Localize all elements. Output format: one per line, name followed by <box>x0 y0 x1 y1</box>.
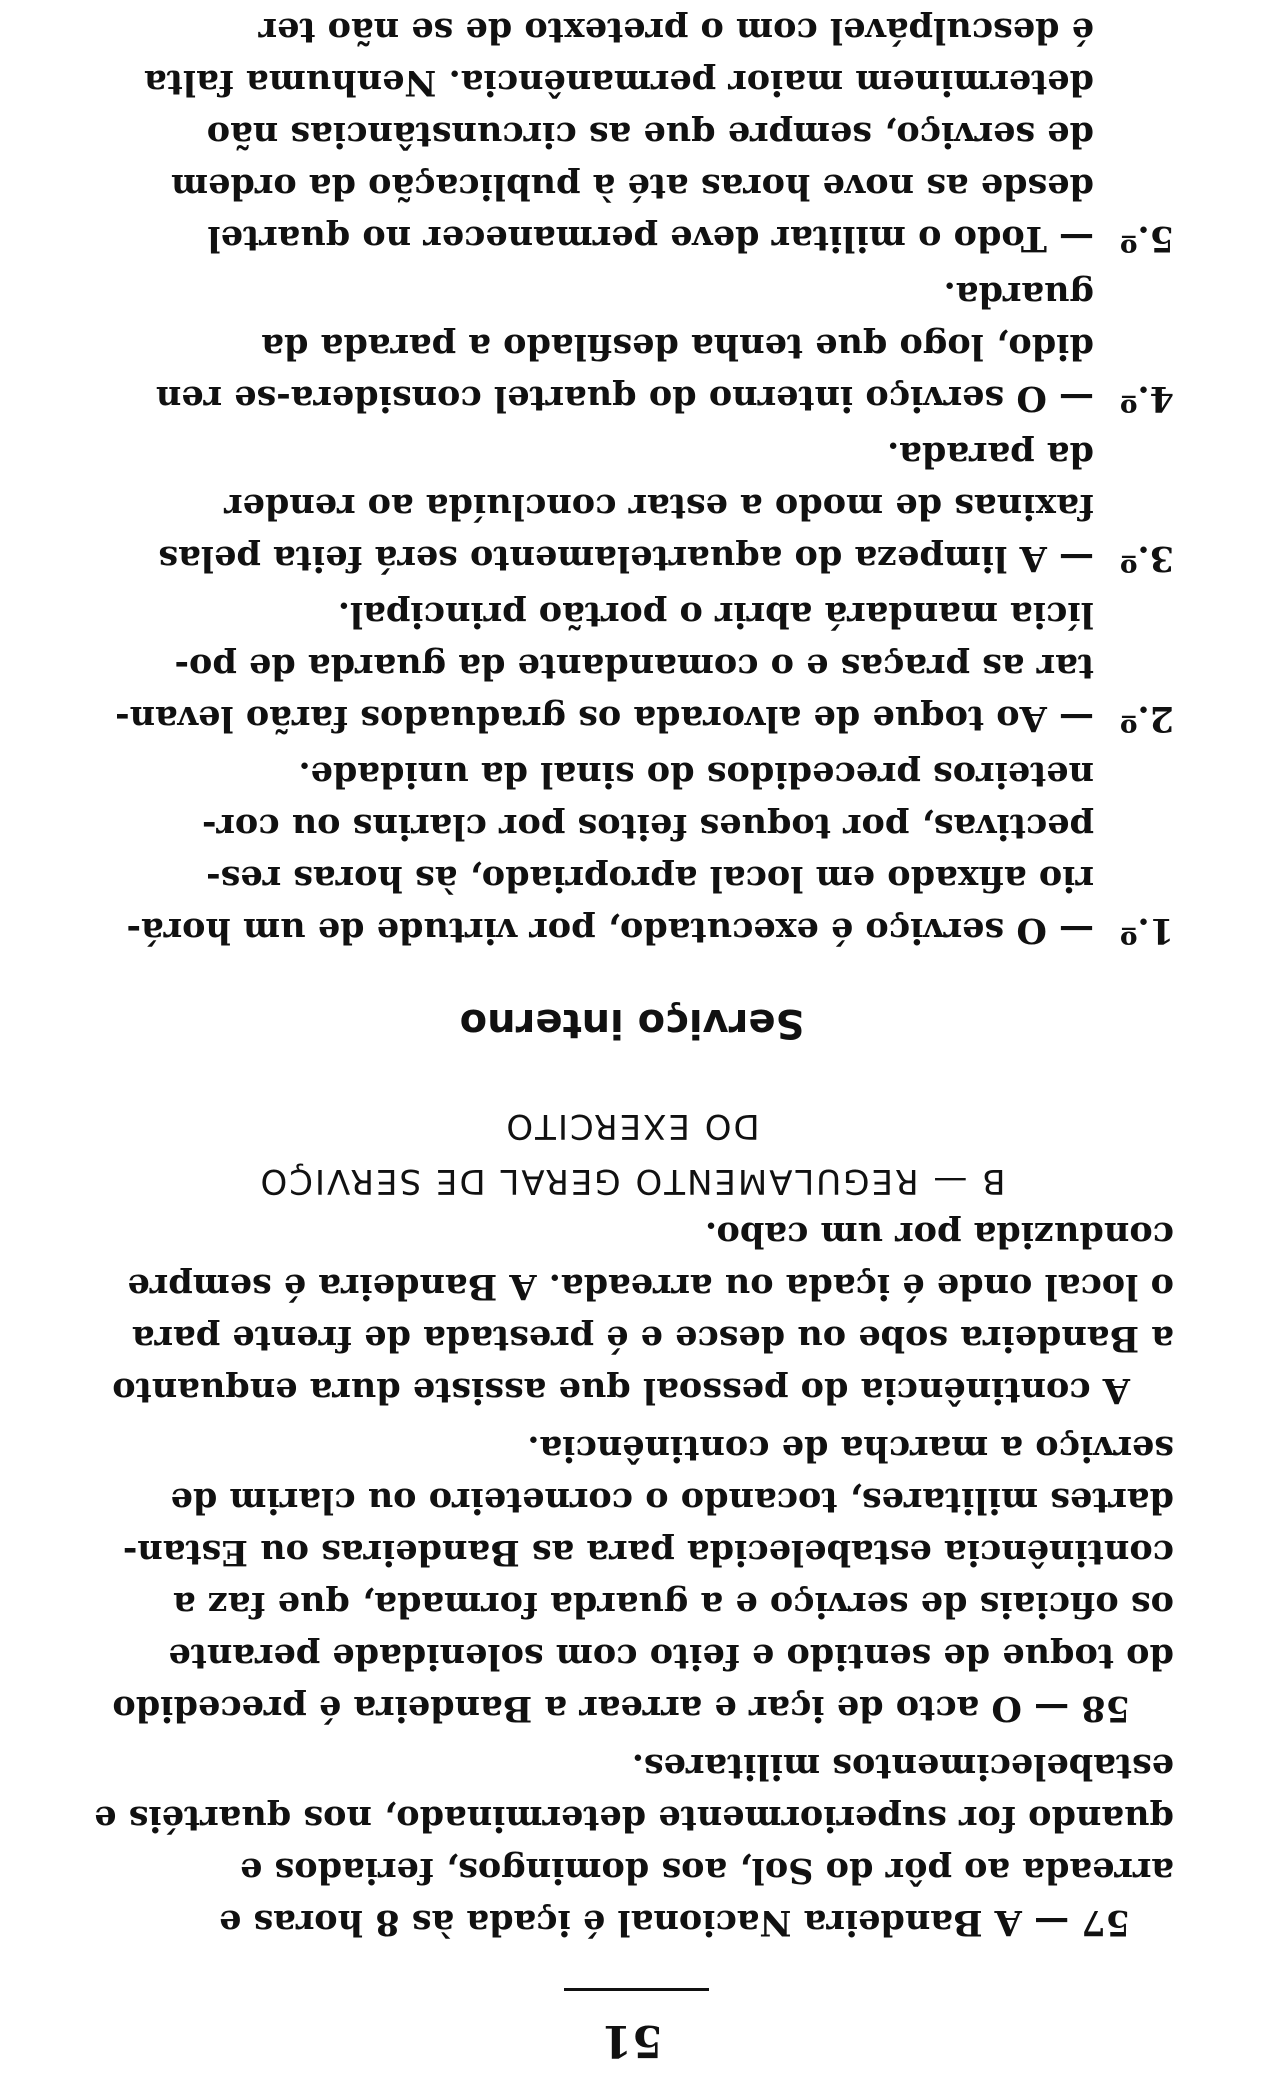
item-number: 1.º <box>1119 910 1174 951</box>
text-line: pectivas, por toques feitos por clarins ou cor- <box>201 806 1094 847</box>
text-line: desde as nove horas até à publicação da ordem <box>171 166 1094 207</box>
text-line: continência estabelecida para as Bandeiras ou Estan- <box>122 1532 1174 1573</box>
text-line: conduzida por um cabo. <box>704 1214 1174 1255</box>
item-number: 2.º <box>1119 698 1174 739</box>
text-line: estabelecimentos militares. <box>631 1746 1174 1787</box>
text-line <box>74 0 1174 4</box>
item-number: 5.º <box>1119 218 1174 259</box>
page-number: 51 <box>601 2015 663 2066</box>
text-line: neteiros precedidos do sinal da unidade. <box>298 754 1094 795</box>
section-title: B — REGULAMENTO GERAL DE SERVIÇO <box>258 1161 1006 1201</box>
text-line: 57 — A Bandeira Nacional é içada às 8 horas e <box>219 1902 1130 1943</box>
text-line: tar as praças e o comandante da guarda de po- <box>174 646 1094 687</box>
section-subtitle: DO EXERCITO <box>504 1106 760 1146</box>
text-line: a Bandeira sobe ou desce e é prestada de frente para <box>131 1318 1174 1359</box>
item-text: — A limpeza do aquartelamento será feita pelas <box>158 538 1094 579</box>
paragraph-continencia <box>74 1208 1174 1416</box>
text-line: 58 — O acto de içar e arrear a Bandeira é precedido <box>112 1688 1130 1729</box>
text-line: do toque de sentido e feito com solenidade perante <box>168 1636 1174 1677</box>
text-line: A continência do pessoal que assiste dura enquanto <box>112 1370 1130 1411</box>
text-line <box>74 372 1174 424</box>
text-line: o local onde é içada ou arreada. A Bandeira é sempre <box>127 1266 1174 1307</box>
item-3 <box>74 428 1174 584</box>
item-number: 3.º <box>1119 538 1174 579</box>
text-line: lícia mandará abrir o portão principal. <box>337 594 1094 635</box>
text-line <box>74 692 1174 744</box>
text-line: faxinas de modo a estar concluída ao render <box>224 486 1094 527</box>
page-number-rule <box>564 1988 709 1991</box>
item-5 <box>74 0 1174 264</box>
text-line: serviço a marcha de continência. <box>527 1428 1174 1469</box>
text-line: rio afixado em local apropriado, às horas res- <box>206 858 1094 899</box>
text-line: arreada ao pôr do Sol, aos domingos, feriados e <box>240 1850 1174 1891</box>
text-line: da parada. <box>887 434 1094 475</box>
item-4 <box>74 268 1174 424</box>
item-text: — Ao toque de alvorada os graduados farão levan- <box>115 698 1094 739</box>
text-line: quando for superiormente determinado, nos quartéis e <box>94 1798 1174 1839</box>
text-line: dido, logo que tenha desfilado a parada da <box>261 326 1094 367</box>
section-heading: Serviço interno <box>459 1000 805 1046</box>
item-2 <box>74 588 1174 744</box>
item-number: 4.º <box>1119 378 1174 419</box>
text-line: de serviço, sempre que as circunstâncias não <box>206 114 1094 155</box>
item-text: — Todo o militar deve permanecer no quartel <box>207 218 1094 259</box>
paragraph-57 <box>74 1740 1174 1948</box>
text-line: é desculpável com o pretexto de se não ter <box>258 10 1094 51</box>
item-text: — O serviço é executado, por virtude de um horá- <box>126 910 1094 951</box>
text-line: os oficiais de serviço e a guarda formada, que faz a <box>173 1584 1174 1625</box>
text-line <box>74 904 1174 956</box>
item-1 <box>74 748 1174 956</box>
text-line <box>74 532 1174 584</box>
paragraph-58 <box>74 1422 1174 1734</box>
text-line: guarda. <box>943 274 1094 315</box>
text-line: dartes militares, tocando o corneteiro ou clarim de <box>170 1480 1174 1521</box>
text-line <box>74 212 1174 264</box>
item-text: — O serviço interno do quartel considera-se ren <box>155 378 1094 419</box>
text-line: determinem maior permanência. Nenhuma falta <box>144 62 1094 103</box>
